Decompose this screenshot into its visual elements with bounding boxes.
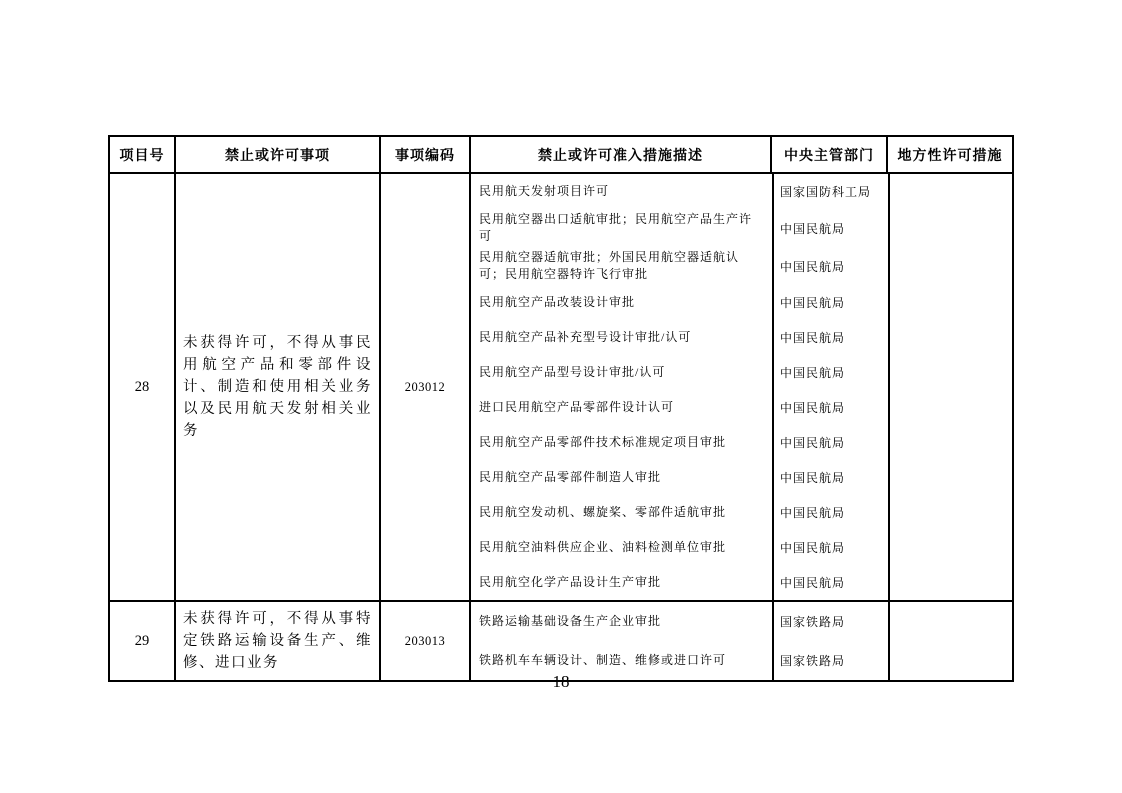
- measure-row: [471, 565, 888, 600]
- table-header-row: [110, 137, 1012, 174]
- measure-desc: 民用航空化学产品设计生产审批: [479, 575, 662, 589]
- measure-dept: 国家铁路局: [772, 641, 888, 680]
- header-central-dept: 中央主管部门: [772, 137, 888, 172]
- measure-row: [471, 247, 888, 285]
- measure-desc: 民用航空发动机、螺旋桨、零部件适航审批: [479, 505, 727, 519]
- measure-row: [471, 530, 888, 565]
- item-code: 203013: [381, 602, 471, 680]
- measure-desc: 民用航天发射项目许可: [479, 184, 610, 198]
- measures-group: [471, 174, 888, 600]
- measure-row: [471, 390, 888, 425]
- measure-dept: 中国民航局: [772, 209, 888, 247]
- measure-row: [471, 174, 888, 209]
- measure-desc: 进口民用航空产品零部件设计认可: [479, 400, 675, 414]
- measure-row: [471, 495, 888, 530]
- header-item-desc: 禁止或许可事项: [176, 137, 381, 172]
- measure-row: [471, 460, 888, 495]
- measure-dept: 中国民航局: [772, 320, 888, 355]
- item-code: 203012: [381, 174, 471, 600]
- measure-desc: 民用航空产品零部件制造人审批: [479, 470, 662, 484]
- measure-row: [471, 285, 888, 320]
- header-measure-desc: 禁止或许可准入措施描述: [471, 137, 772, 172]
- measure-dept: 中国民航局: [772, 355, 888, 390]
- measure-row: [471, 209, 888, 247]
- header-local-measure: 地方性许可措施: [897, 148, 1003, 164]
- measure-dept: 中国民航局: [772, 460, 888, 495]
- negative-list-table: [108, 135, 1014, 682]
- table-row: [110, 174, 1012, 602]
- measure-dept: 中国民航局: [772, 565, 888, 600]
- header-item-no: 项目号: [110, 137, 176, 172]
- measure-desc: 民用航空器出口适航审批；民用航空产品生产许可: [479, 212, 753, 243]
- measure-dept: 中国民航局: [772, 247, 888, 285]
- table-row: [110, 602, 1012, 680]
- item-desc: 未获得许可，不得从事民用航空产品和零部件设计、制造和使用相关业务以及民用航天发射相关业务: [176, 174, 381, 600]
- measure-dept: 中国民航局: [772, 390, 888, 425]
- measure-desc: 民用航空产品零部件技术标准规定项目审批: [479, 435, 727, 449]
- measure-dept: 中国民航局: [772, 530, 888, 565]
- local-measure-cell: [888, 602, 1012, 680]
- measure-desc: 民用航空产品补充型号设计审批/认可: [479, 330, 692, 344]
- local-measure-cell: [888, 174, 1012, 600]
- measure-desc: 民用航空产品改装设计审批: [479, 295, 636, 309]
- measure-dept: 中国民航局: [772, 285, 888, 320]
- measure-dept: 国家铁路局: [772, 602, 888, 641]
- page-number: 18: [552, 672, 570, 691]
- item-no: 29: [110, 602, 176, 680]
- measure-row: [471, 602, 888, 641]
- measure-desc: 民用航空器适航审批；外国民用航空器适航认可；民用航空器特许飞行审批: [479, 250, 740, 281]
- measure-row: [471, 355, 888, 390]
- measure-dept: 中国民航局: [772, 425, 888, 460]
- measure-desc: 民用航空产品型号设计审批/认可: [479, 365, 666, 379]
- header-code: 事项编码: [381, 137, 471, 172]
- measure-dept: 国家国防科工局: [772, 174, 888, 209]
- measure-dept: 中国民航局: [772, 495, 888, 530]
- measure-desc: 民用航空油料供应企业、油料检测单位审批: [479, 540, 727, 554]
- measure-row: [471, 320, 888, 355]
- item-no: 28: [110, 174, 176, 600]
- item-desc: 未获得许可，不得从事特定铁路运输设备生产、维修、进口业务: [176, 602, 381, 680]
- measure-row: [471, 425, 888, 460]
- measure-desc: 铁路机车车辆设计、制造、维修或进口许可: [479, 653, 727, 667]
- measures-group: [471, 602, 888, 680]
- measure-desc: 铁路运输基础设备生产企业审批: [479, 614, 662, 628]
